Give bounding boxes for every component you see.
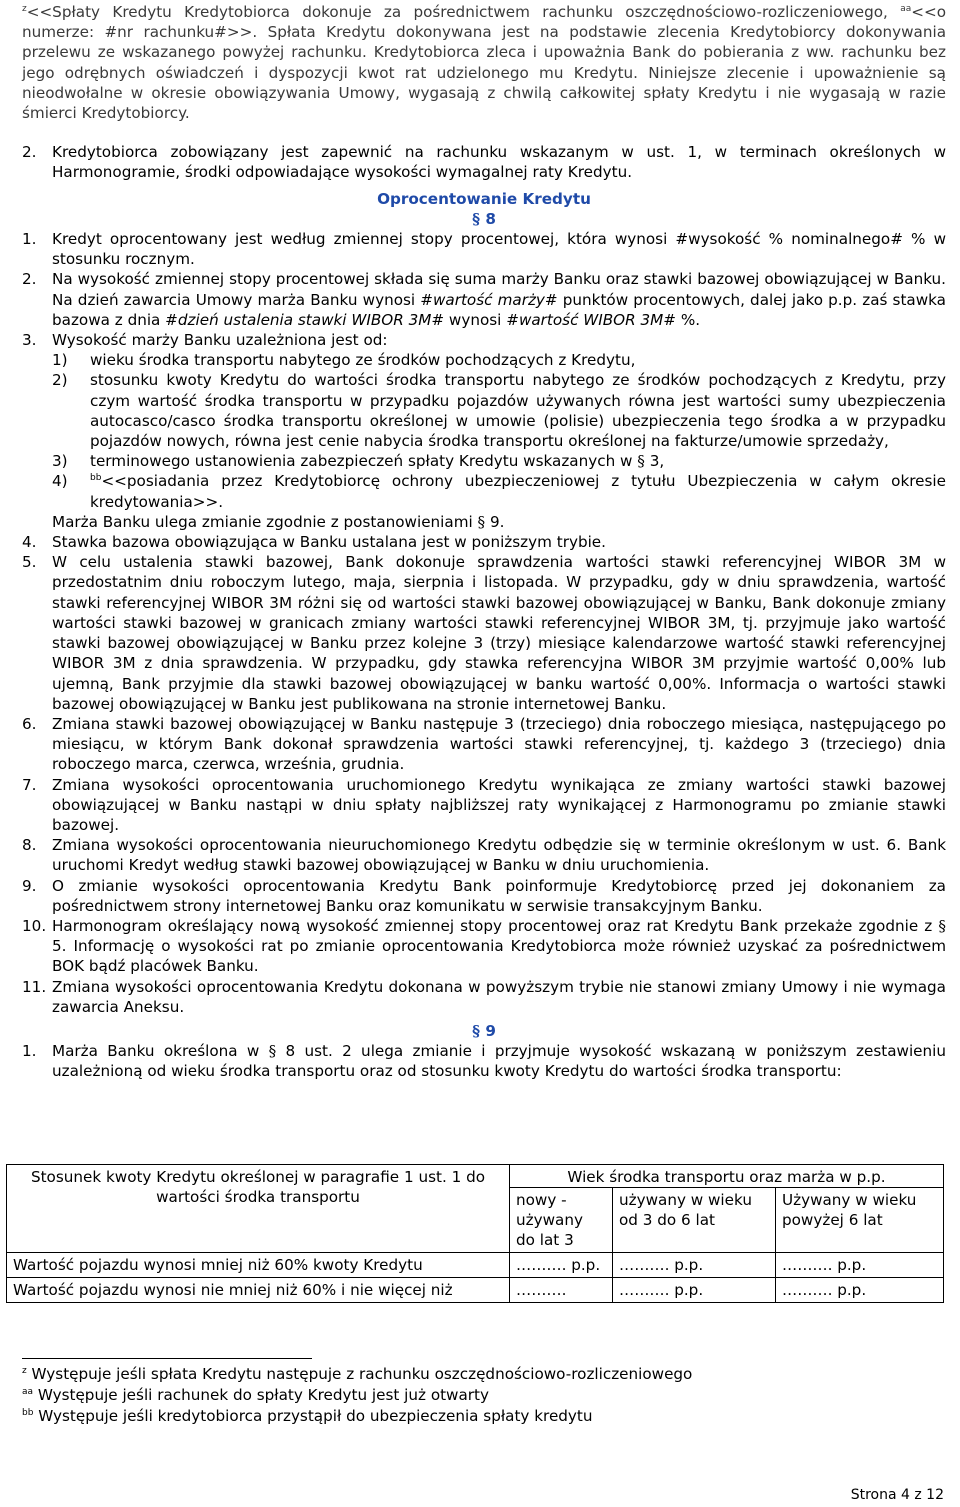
item-number: 11. — [22, 977, 47, 996]
table-cell: ………. — [510, 1278, 613, 1303]
item-text: Stawka bazowa obowiązująca w Banku ustalana jest w poniższym trybie. — [52, 533, 606, 552]
item-text — [52, 330, 946, 532]
paragraph-sign: § — [938, 916, 946, 935]
sub-number: 2) — [52, 371, 68, 390]
item-number: 3. — [22, 331, 37, 350]
footnote-divider — [22, 1358, 312, 1359]
item-number: 9. — [22, 876, 37, 895]
footnote-text: Występuje jeśli kredytobiorca przystąpił do ubezpieczenia spłaty kredytu — [33, 1407, 593, 1425]
list-item — [22, 876, 946, 916]
document-body — [22, 2, 946, 1082]
sub-item — [52, 451, 946, 471]
table-row — [7, 1278, 944, 1303]
page-number: Strona 4 z 12 — [850, 1487, 944, 1503]
text-run-italic: wartość marży — [432, 290, 545, 309]
footnote-ref-aa: aa — [900, 3, 912, 14]
section-number — [22, 1021, 946, 1041]
sub-text: wieku środka transportu nabytego ze środków pochodzących z Kredytu, — [90, 351, 636, 370]
item-text: W celu ustalenia stawki bazowej, Bank dokonuje sprawdzenia wartości stawki referencyjnej WIBOR 3M w przedostatnim dniu roboczym lutego, maja, sierpnia i listopada. W przypadku, gdy w dniu sprawdzenia, wartość stawki referencyjnej WIBOR 3M różni się od wartości stawki bazowej obowiązującej w Banku, Bank dokonuje zmiany wartości stawki bazowej w granicach zmiany wartości stawki referencyjnej WIBOR 3M, tj. przyjmuje jako wartość stawki bazowej obowiązującej w Banku przez kolejne 3 (trzy) miesiące kalendarzowe wartość stawki referencyjnej WIBOR 3M z dnia sprawdzenia. W przypadku, gdy stawka referencyjna WIBOR 3M przyjmie wartość 0,00% lub ujemną, Bank przyjmie dla stawki bazowej obowiązującej w banku wartość 0,00%. Informacja o wartości stawki bazowej obowiązującej w Banku jest publikowana na stronie internetowej Banku. — [52, 553, 946, 713]
sub-item — [52, 370, 946, 451]
footnote-text: Występuje jeśli rachunek do spłaty Kredytu jest już otwarty — [33, 1386, 489, 1404]
item-text: O zmianie wysokości oprocentowania Kredytu Bank poinformuje Kredytobiorcę przed jej dokonaniem za pośrednictwem strony internetowej Banku oraz komunikatu w serwisie transakcyjnym Banku. — [52, 876, 946, 915]
item-number: 2. — [22, 270, 37, 289]
list-item — [22, 1041, 946, 1081]
section-number — [22, 209, 946, 229]
footnote-mark: aa — [22, 1386, 34, 1397]
item-text: Kredytobiorca zobowiązany jest zapewnić na rachunku wskazanym w ust. 1, w terminach określonych w Harmonogramie, środki odpowiadające wysokości wymagalnej raty Kredytu. — [52, 143, 946, 182]
sub-text — [90, 471, 946, 511]
intro-text-1: <<Spłaty Kredytu Kredytobiorca dokonuje za pośrednictwem rachunku oszczędnościowo-rozliczeniowego, — [26, 3, 888, 21]
margin-table — [6, 1164, 944, 1303]
sub-item — [52, 350, 946, 370]
text-run: Harmonogram określający nową wysokość zmiennej stopy procentowej oraz rat Kredytu Bank przekaże zgodnie z — [52, 916, 939, 935]
item-number: 8. — [22, 836, 37, 855]
list-item — [22, 916, 946, 977]
text-run: Wysokość marży Banku uzależniona jest od: — [52, 331, 388, 350]
table-header-cell: Wiek środka transportu oraz marża w p.p. — [510, 1165, 944, 1188]
paragraph-sign: § — [472, 1021, 481, 1040]
text-run: Na wysokość zmiennej stopy procentowej składa się suma marży Banku oraz stawki bazowej obowiązującej w Banku. Na dzień zawarcia Umowy marża Banku wynosi # — [52, 270, 946, 309]
item-text: Zmiana wysokości oprocentowania Kredytu dokonana w powyższym trybie nie stanowi zmiany Umowy i nie wymaga zawarcia Aneksu. — [52, 977, 946, 1016]
sub-text — [90, 451, 946, 471]
paragraph-sign: § — [268, 1042, 277, 1061]
item-text: Zmiana stawki bazowej obowiązującej w Banku następuje 3 (trzeciego) dnia roboczego miesiąca, następującego po miesiącu, w którym Bank dokonał sprawdzenia wartości stawki referencyjnej, tj. każdego 3 (trzeciego) dnia roboczego marca, czerwca, września, grudnia. — [52, 714, 946, 774]
table-header-row — [7, 1165, 944, 1188]
item-text — [52, 269, 946, 330]
paragraph-2 — [22, 142, 946, 182]
table-cell: ………. p.p. — [510, 1253, 613, 1278]
table-cell: ………. p.p. — [776, 1278, 944, 1303]
paragraph-sign: § — [472, 209, 481, 228]
sub-number: 3) — [52, 452, 68, 471]
list-item — [22, 269, 946, 330]
table-row — [7, 1253, 944, 1278]
text-run: Marża Banku ulega zmianie zgodnie z postanowieniami — [52, 512, 478, 531]
list-item — [22, 835, 946, 875]
footnote-text: Występuje jeśli spłata Kredytu następuje z rachunku oszczędnościowo-rozliczeniowego — [26, 1365, 693, 1383]
text-run: # %. — [663, 310, 701, 329]
text-run: # wynosi # — [431, 310, 519, 329]
table-cell: Wartość pojazdu wynosi nie mniej niż 60% i nie więcej niż — [7, 1278, 510, 1303]
list-item — [22, 552, 946, 714]
item-number: 7. — [22, 775, 37, 794]
footnote — [22, 1385, 922, 1406]
text-run: 9. — [485, 512, 505, 531]
text-run-italic: dzień ustalenia stawki WIBOR 3M — [177, 310, 432, 329]
text-run: # punktów procentowych, dalej jako p.p. zaś stawka bazowa z dnia # — [52, 290, 946, 329]
text-run: 8 ust. 2 ulega zmianie i przyjmuje wysokość wskazaną w poniższym zestawieniu uzależnioną od wieku środka transportu oraz od stosunku kwoty Kredytu do wartości środka transportu: — [52, 1042, 946, 1081]
marza-note — [52, 512, 946, 532]
text-run-italic: wartość WIBOR 3M — [518, 310, 664, 329]
footnote-ref-z: z — [22, 3, 27, 14]
item-number: 2. — [22, 143, 37, 162]
table-header-cell: używany w wieku od 3 do 6 lat — [613, 1188, 776, 1253]
sub-text: stosunku kwoty Kredytu do wartości środka transportu nabytego ze środków pochodzących z Kredytu, przy czym wartość środka transportu w przypadku pojazdów używanych równa jest wartości sumy ubezpieczenia autocasco/casco środka transportu określonej w umowie (polisie) ubezpieczenia tego środka a w przypadku pojazdów nowych, równa jest cenie nabycia środka transportu określonej na fakturze/umowie sprzedaży, — [90, 371, 946, 451]
text-run: Marża Banku określona w — [52, 1042, 269, 1061]
sub-item — [52, 471, 946, 511]
list-item — [22, 532, 946, 552]
footnote-ref-bb: bb — [90, 473, 102, 484]
footnote — [22, 1364, 922, 1385]
section-number-value: 8 — [485, 209, 496, 228]
table-cell: ………. p.p. — [613, 1278, 776, 1303]
intro-text-2: <<o numerze: #nr rachunku#>>. Spłata Kredytu dokonywana jest na podstawie zlecenia Kredytobiorcy dokonywania przelewu ze wskazanego powyżej rachunku. Kredytobiorca zleca i upoważnia Bank do pobierania z ww. rachunku bez jego odrębnych oświadczeń i dyspozycji kwot rat udzielonego mu Kredytu. Niniejsze zlecenie i upoważnienie są nieodwołalne w okresie obowiązywania Umowy, wygasają z chwilą całkowitej spłaty Kredytu i nie wygasają w razie śmierci Kredytobiorcy. — [22, 3, 946, 123]
item-number: 10. — [22, 916, 47, 935]
sub-number: 1) — [52, 351, 68, 370]
list-item — [22, 775, 946, 836]
sub-number: 4) — [52, 472, 68, 491]
table-cell: Wartość pojazdu wynosi mniej niż 60% kwoty Kredytu — [7, 1253, 510, 1278]
section-number-value: 9 — [485, 1021, 496, 1040]
table-cell: ………. p.p. — [776, 1253, 944, 1278]
table-header-cell: Stosunek kwoty Kredytu określonej w paragrafie 1 ust. 1 do wartości środka transportu — [7, 1165, 510, 1253]
text-run: 3, — [644, 452, 665, 471]
list-item — [22, 229, 946, 269]
footnotes — [22, 1364, 922, 1427]
item-number: 6. — [22, 714, 37, 733]
footnote — [22, 1406, 922, 1427]
item-text — [52, 1041, 946, 1081]
footnote-mark: bb — [22, 1407, 34, 1418]
item-text — [52, 916, 946, 977]
list-item — [22, 977, 946, 1017]
table-cell: ………. p.p. — [613, 1253, 776, 1278]
text-run: terminowego ustanowienia zabezpieczeń spłaty Kredytu wskazanych w — [90, 452, 638, 471]
table-header-cell: nowy - używany do lat 3 — [510, 1188, 613, 1253]
item-text: Kredyt oprocentowany jest według zmiennej stopy procentowej, która wynosi #wysokość % nominalnego# % w stosunku rocznym. — [52, 230, 946, 269]
item-number: 1. — [22, 230, 37, 249]
footnote-mark: z — [22, 1365, 27, 1376]
text-run: 5. Informację o wysokości rat po zmianie oprocentowania Kredytobiorca może również uzyskać za pośrednictwem BOK bądź placówek Banku. — [52, 937, 946, 976]
text-run: <<posiadania przez Kredytobiorcę ochrony ubezpieczeniowej z tytułu Ubezpieczenia w całym okresie kredytowania>>. — [90, 472, 946, 511]
item-text: Zmiana wysokości oprocentowania nieuruchomionego Kredytu odbędzie się w terminie określonym w ust. 6. Bank uruchomi Kredyt według stawki bazowej obowiązującej w Banku w dniu uruchomienia. — [52, 836, 946, 875]
list-item — [22, 330, 946, 532]
item-text: Zmiana wysokości oprocentowania uruchomionego Kredytu wynikająca ze zmiany wartości stawki bazowej obowiązującej w Banku nastąpi w dniu spłaty najbliższej raty wynikającej z Harmonogramu po zmianie stawki bazowej. — [52, 775, 946, 834]
paragraph-sign: § — [477, 512, 486, 531]
intro-paragraph — [22, 2, 946, 123]
item-number: 1. — [22, 1042, 37, 1061]
item-number: 5. — [22, 553, 37, 572]
section-title: Oprocentowanie Kredytu — [377, 189, 591, 208]
paragraph-sign: § — [637, 452, 645, 471]
item-number: 4. — [22, 533, 37, 552]
table-header-cell: Używany w wieku powyżej 6 lat — [776, 1188, 944, 1253]
list-item — [22, 714, 946, 775]
